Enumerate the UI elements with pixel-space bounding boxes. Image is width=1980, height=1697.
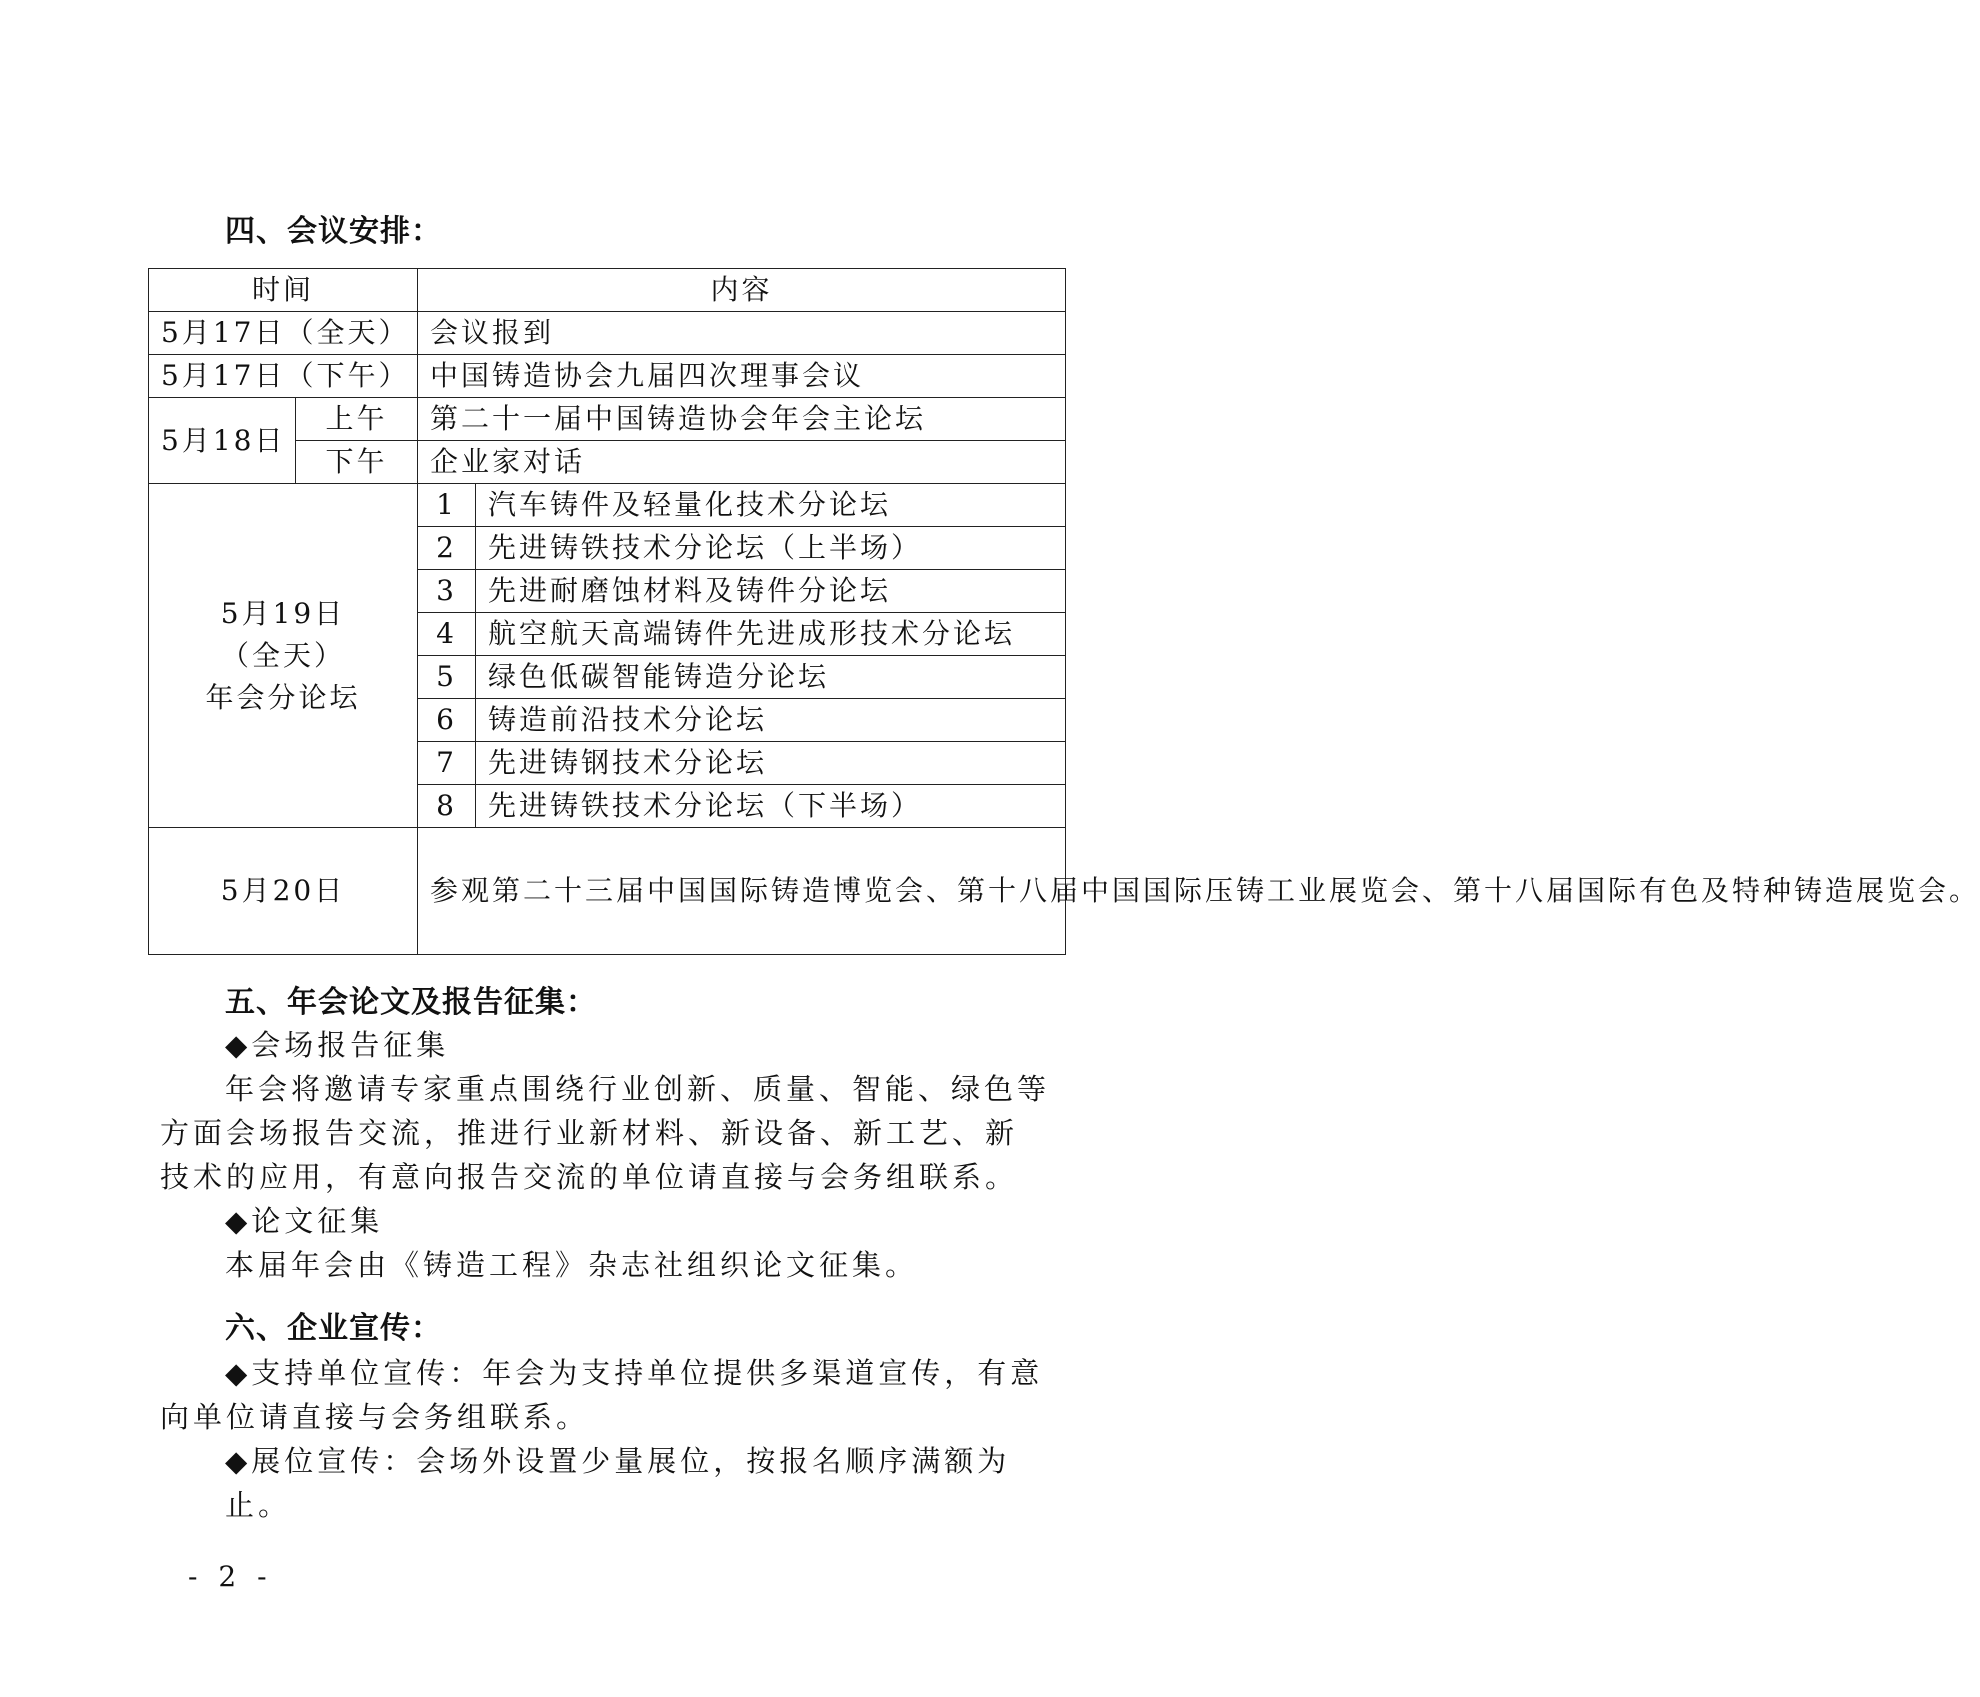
content-cell: 中国铸造协会九届四次理事会议 [418,355,1066,398]
forum-number: 6 [418,699,476,742]
date-line: 5月19日 [220,596,346,630]
header-content: 内容 [418,269,1066,312]
paragraph: 年会将邀请专家重点围绕行业创新、质量、智能、绿色等方面会场报告交流，推进行业新材料、新设备、新工艺、新技术的应用，有意向报告交流的单位请直接与会务组联系。 [160,1072,1051,1194]
section-4-heading: 四、会议安排： [225,214,442,249]
table-row [149,312,1066,355]
table-row [149,828,1066,955]
session-pm: 下午 [296,441,418,484]
meeting-schedule-table [148,268,1980,955]
section-5-heading: 五、年会论文及报告征集： [225,985,597,1020]
item-title: ◆论文征集 [225,1204,384,1238]
forum-name: 航空航天高端铸件先进成形技术分论坛 [476,613,1066,656]
table-row [149,355,1066,398]
page-number: - 2 - [188,1560,273,1593]
forum-number: 4 [418,613,476,656]
forum-name: 铸造前沿技术分论坛 [476,699,1066,742]
content-cell: 参观第二十三届中国国际铸造博览会、第十八届中国国际压铸工业展览会、第十八届国际有色及特种铸造展览会。 [418,828,1066,955]
forum-number: 7 [418,742,476,785]
forum-number: 3 [418,570,476,613]
paragraph: ◆展位宣传：会场外设置少量展位，按报名顺序满额为止。 [225,1444,1011,1522]
forum-name: 先进耐磨蚀材料及铸件分论坛 [476,570,1066,613]
content-cell: 会议报到 [418,312,1066,355]
session-am: 上午 [296,398,418,441]
forum-number: 1 [418,484,476,527]
content-cell: 企业家对话 [418,441,1066,484]
date-line: （全天） [221,638,346,672]
table-header-row [149,269,1066,312]
date-line: 年会分论坛 [205,680,361,714]
forum-name: 先进铸铁技术分论坛（下半场） [476,785,1066,828]
date-cell: 5月18日 [149,398,296,484]
date-cell-forums [149,484,418,828]
content-cell: 第二十一届中国铸造协会年会主论坛 [418,398,1066,441]
paragraph: 本届年会由《铸造工程》杂志社组织论文征集。 [225,1248,919,1282]
forum-name: 汽车铸件及轻量化技术分论坛 [476,484,1066,527]
section-6-heading: 六、企业宣传： [225,1311,442,1346]
forum-number: 5 [418,656,476,699]
forum-name: 先进铸钢技术分论坛 [476,742,1066,785]
forum-name: 绿色低碳智能铸造分论坛 [476,656,1066,699]
header-time: 时间 [149,269,418,312]
forum-name: 先进铸铁技术分论坛（上半场） [476,527,1066,570]
table-row [149,484,1066,527]
time-cell: 5月17日（全天） [149,312,418,355]
table-row [149,398,1066,441]
paragraph: ◆支持单位宣传：年会为支持单位提供多渠道宣传，有意向单位请直接与会务组联系。 [160,1356,1044,1434]
forum-number: 2 [418,527,476,570]
forum-number: 8 [418,785,476,828]
item-title: ◆会场报告征集 [225,1028,450,1062]
time-cell: 5月20日 [149,828,418,955]
time-cell: 5月17日（下午） [149,355,418,398]
